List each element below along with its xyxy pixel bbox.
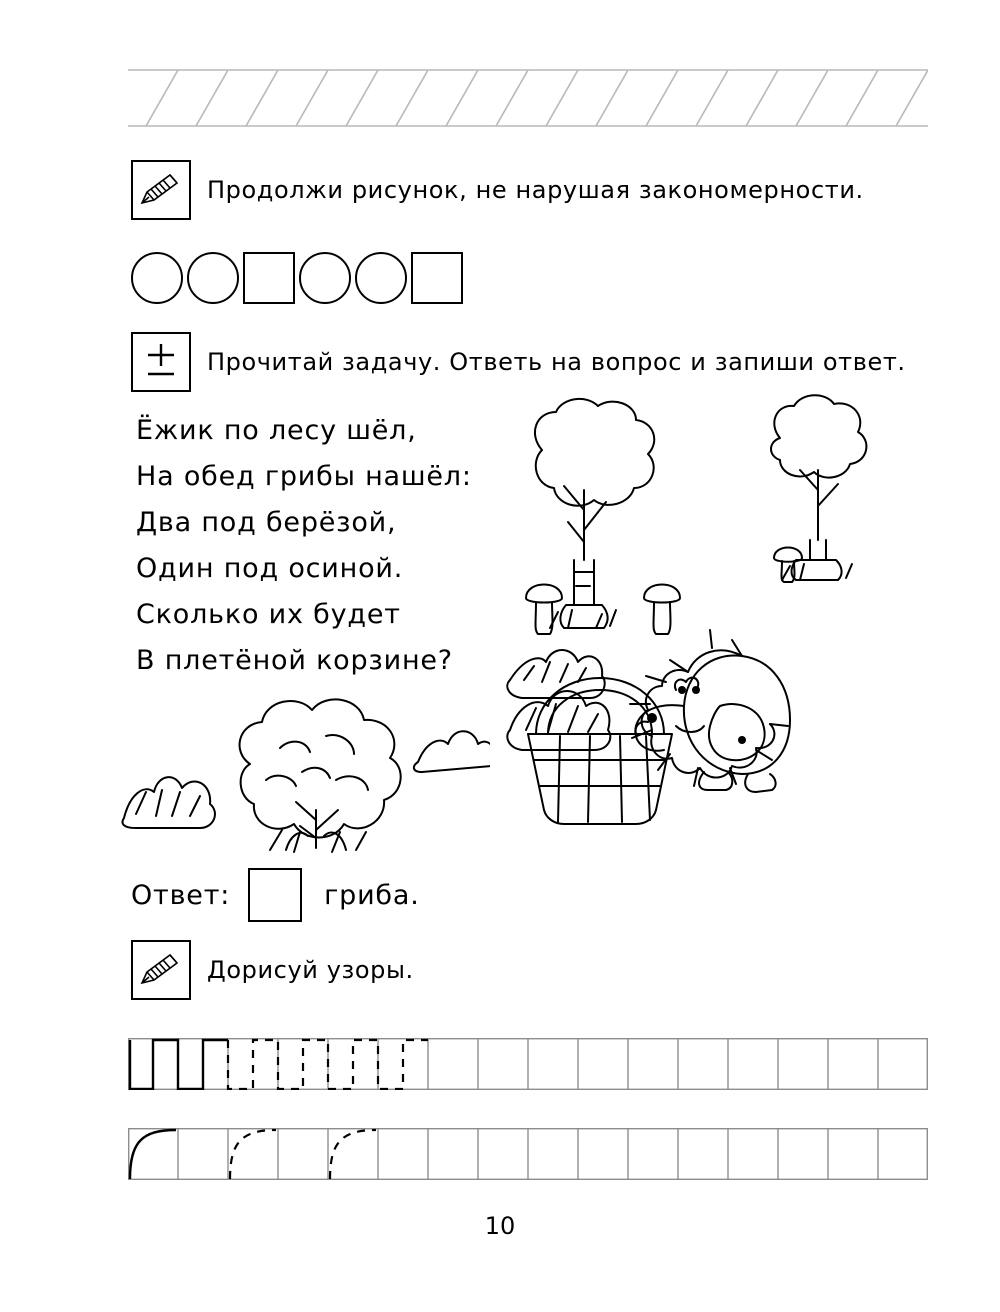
pattern-shape-square[interactable] [243, 252, 295, 304]
answer-row [131, 868, 420, 922]
birch-tree [535, 399, 654, 628]
mushroom [526, 585, 562, 635]
illustration-forest-scene [480, 390, 940, 860]
answer-label: Ответ: [131, 879, 231, 911]
poem-line: Сколько их будет [136, 599, 401, 630]
pattern-shape-square[interactable] [411, 252, 463, 304]
poem-line: Ёжик по лесу шёл, [136, 415, 417, 446]
task-3-text: Дорисуй узоры. [207, 956, 414, 984]
answer-unit: гриба. [324, 879, 420, 911]
pencil-icon [131, 160, 191, 220]
hedgehog [630, 630, 790, 792]
answer-input-box[interactable] [248, 868, 302, 922]
grass-tuft [414, 731, 490, 772]
poem-text [136, 408, 472, 684]
poem-line: Один под осиной. [136, 553, 404, 584]
illustration-bush-scene [110, 660, 490, 860]
poem-line: На обед грибы нашёл: [136, 461, 472, 492]
tracing-row-arc[interactable] [128, 1128, 928, 1180]
pattern-shape-circle[interactable] [131, 252, 183, 304]
page-number: 10 [484, 1212, 516, 1240]
aspen-tree [771, 395, 866, 580]
pencil-icon [131, 940, 191, 1000]
grass-tuft [123, 777, 215, 828]
pattern-shape-circle[interactable] [299, 252, 351, 304]
poem-line: В плетёной корзине? [136, 645, 453, 676]
task-3 [131, 940, 414, 1000]
pattern-shape-circle[interactable] [187, 252, 239, 304]
task-1-text: Продолжи рисунок, не нарушая закономерности. [207, 176, 864, 204]
mushroom [774, 548, 802, 583]
task-2-text: Прочитай задачу. Ответь на вопрос и запиши ответ. [207, 348, 906, 376]
pattern-shapes-row [131, 252, 463, 304]
pattern-shape-circle[interactable] [355, 252, 407, 304]
illustration-grass-middle [500, 672, 620, 762]
poem-line: Два под берёзой, [136, 507, 397, 538]
task-1 [131, 160, 864, 220]
hatch-strip-decoration [128, 62, 928, 134]
task-2 [131, 332, 906, 392]
plus-minus-icon [131, 332, 191, 392]
bush [240, 699, 401, 852]
mushroom [644, 585, 680, 635]
tracing-row-square-wave[interactable] [128, 1038, 928, 1090]
